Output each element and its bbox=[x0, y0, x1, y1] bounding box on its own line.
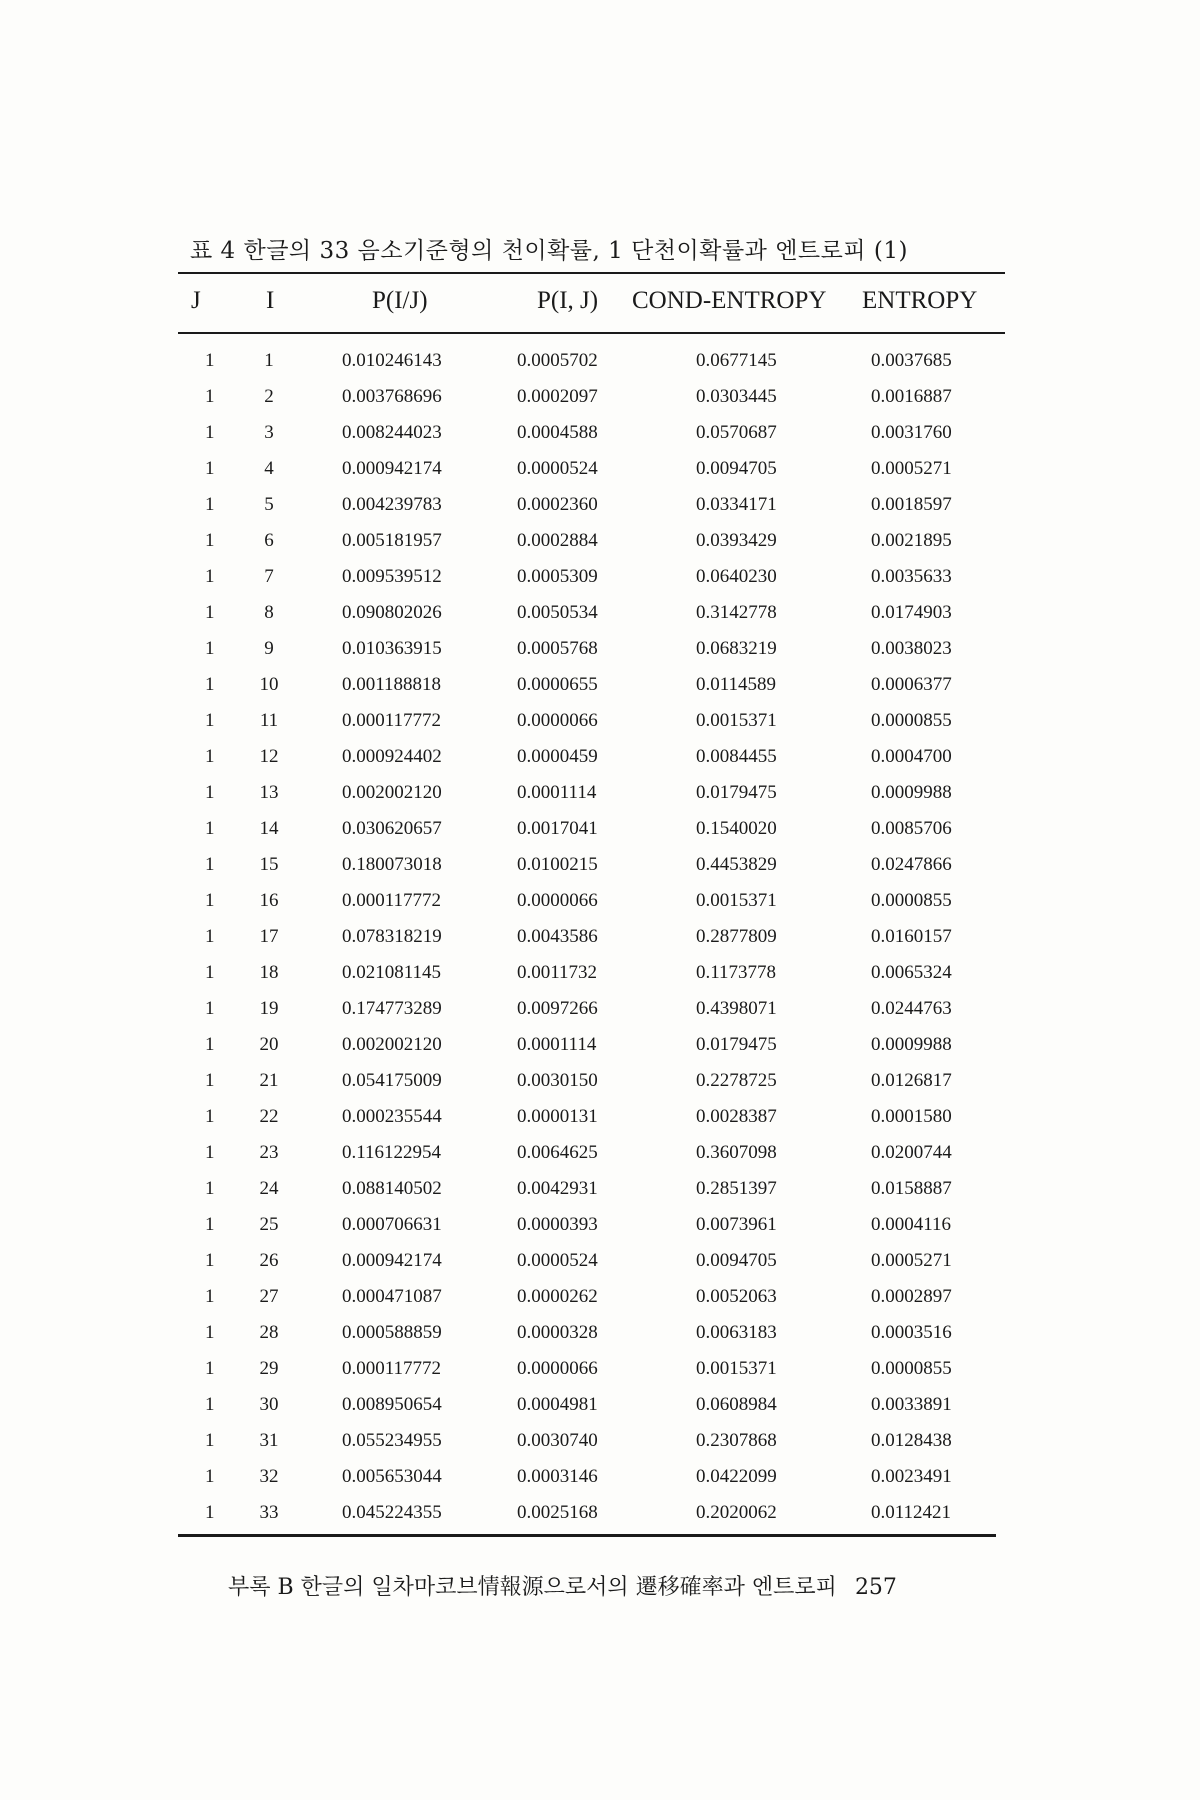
cell-entropy: 0.0244763 bbox=[871, 998, 952, 1019]
table-row bbox=[178, 1135, 1005, 1171]
cell-cond-entropy: 0.0422099 bbox=[696, 1466, 777, 1487]
header-p-ij: P(I, J) bbox=[537, 287, 599, 314]
cell-p-i-given-j: 0.000942174 bbox=[342, 458, 442, 479]
cell-cond-entropy: 0.2020062 bbox=[696, 1502, 777, 1523]
table-row bbox=[178, 1243, 1005, 1279]
table-top-rule bbox=[178, 272, 1005, 274]
cell-i: 3 bbox=[264, 422, 274, 443]
cell-p-i-given-j: 0.030620657 bbox=[342, 818, 442, 839]
cell-cond-entropy: 0.0063183 bbox=[696, 1322, 777, 1343]
cell-p-ij: 0.0025168 bbox=[517, 1502, 598, 1523]
cell-p-i-given-j: 0.180073018 bbox=[342, 854, 442, 875]
cell-j: 1 bbox=[205, 818, 215, 839]
cell-i: 15 bbox=[259, 854, 279, 875]
cell-entropy: 0.0003516 bbox=[871, 1322, 952, 1343]
cell-p-i-given-j: 0.054175009 bbox=[342, 1070, 442, 1091]
cell-j: 1 bbox=[205, 710, 215, 731]
table-row bbox=[178, 1459, 1005, 1495]
cell-j: 1 bbox=[205, 494, 215, 515]
cell-p-i-given-j: 0.174773289 bbox=[342, 998, 442, 1019]
cell-p-i-given-j: 0.000235544 bbox=[342, 1106, 442, 1127]
cell-cond-entropy: 0.0608984 bbox=[696, 1394, 777, 1415]
page-number: 257 bbox=[854, 1575, 897, 1600]
table-row bbox=[178, 1027, 1005, 1063]
cell-j: 1 bbox=[205, 1502, 215, 1523]
cell-i: 30 bbox=[259, 1394, 279, 1415]
table-row bbox=[178, 1423, 1005, 1459]
cell-p-i-given-j: 0.009539512 bbox=[342, 566, 442, 587]
cell-i: 29 bbox=[259, 1358, 279, 1379]
header-entropy: ENTROPY bbox=[862, 287, 978, 314]
cell-p-i-given-j: 0.078318219 bbox=[342, 926, 442, 947]
cell-j: 1 bbox=[205, 1430, 215, 1451]
cell-p-ij: 0.0001114 bbox=[517, 782, 597, 803]
cell-cond-entropy: 0.0114589 bbox=[696, 674, 777, 695]
table-row bbox=[178, 487, 1005, 523]
cell-p-ij: 0.0030740 bbox=[517, 1430, 598, 1451]
cell-entropy: 0.0009988 bbox=[871, 782, 952, 803]
cell-cond-entropy: 0.0179475 bbox=[696, 782, 777, 803]
cell-cond-entropy: 0.0677145 bbox=[696, 350, 777, 371]
cell-cond-entropy: 0.0303445 bbox=[696, 386, 777, 407]
cell-p-i-given-j: 0.000117772 bbox=[342, 890, 442, 911]
table-row bbox=[178, 1495, 1005, 1531]
cell-cond-entropy: 0.0683219 bbox=[696, 638, 777, 659]
cell-p-i-given-j: 0.002002120 bbox=[342, 1034, 442, 1055]
cell-entropy: 0.0018597 bbox=[871, 494, 952, 515]
cell-j: 1 bbox=[205, 1214, 215, 1235]
cell-i: 4 bbox=[264, 458, 274, 479]
cell-p-i-given-j: 0.021081145 bbox=[342, 962, 442, 983]
cell-cond-entropy: 0.1540020 bbox=[696, 818, 777, 839]
table-row bbox=[178, 1351, 1005, 1387]
cell-i: 28 bbox=[259, 1322, 279, 1343]
header-rule bbox=[178, 332, 1005, 334]
cell-p-ij: 0.0000066 bbox=[517, 710, 598, 731]
cell-p-ij: 0.0000328 bbox=[517, 1322, 598, 1343]
cell-entropy: 0.0085706 bbox=[871, 818, 952, 839]
cell-p-ij: 0.0004588 bbox=[517, 422, 598, 443]
cell-p-i-given-j: 0.004239783 bbox=[342, 494, 442, 515]
cell-j: 1 bbox=[205, 1286, 215, 1307]
cell-p-ij: 0.0005768 bbox=[517, 638, 598, 659]
cell-i: 32 bbox=[259, 1466, 279, 1487]
cell-j: 1 bbox=[205, 530, 215, 551]
table-row bbox=[178, 1279, 1005, 1315]
cell-i: 23 bbox=[259, 1142, 279, 1163]
cell-cond-entropy: 0.4398071 bbox=[696, 998, 777, 1019]
cell-cond-entropy: 0.0015371 bbox=[696, 710, 777, 731]
cell-p-ij: 0.0005702 bbox=[517, 350, 598, 371]
cell-p-i-given-j: 0.045224355 bbox=[342, 1502, 442, 1523]
cell-i: 8 bbox=[264, 602, 274, 623]
cell-cond-entropy: 0.2278725 bbox=[696, 1070, 777, 1091]
cell-p-ij: 0.0097266 bbox=[517, 998, 598, 1019]
cell-p-ij: 0.0011732 bbox=[517, 962, 598, 983]
header-i: I bbox=[266, 287, 275, 314]
cell-entropy: 0.0004700 bbox=[871, 746, 952, 767]
cell-p-i-given-j: 0.000117772 bbox=[342, 1358, 442, 1379]
cell-i: 25 bbox=[259, 1214, 279, 1235]
table-row bbox=[178, 559, 1005, 595]
table-row bbox=[178, 1207, 1005, 1243]
cell-j: 1 bbox=[205, 1106, 215, 1127]
cell-p-ij: 0.0000524 bbox=[517, 1250, 598, 1271]
cell-i: 2 bbox=[264, 386, 274, 407]
cell-j: 1 bbox=[205, 422, 215, 443]
cell-i: 6 bbox=[264, 530, 274, 551]
cell-p-i-given-j: 0.000471087 bbox=[342, 1286, 442, 1307]
cell-cond-entropy: 0.3142778 bbox=[696, 602, 777, 623]
cell-i: 22 bbox=[259, 1106, 279, 1127]
cell-i: 14 bbox=[259, 818, 279, 839]
cell-cond-entropy: 0.0570687 bbox=[696, 422, 777, 443]
table-row bbox=[178, 1171, 1005, 1207]
header-cond-entropy: COND-ENTROPY bbox=[632, 287, 827, 314]
table-row bbox=[178, 1315, 1005, 1351]
cell-p-ij: 0.0064625 bbox=[517, 1142, 598, 1163]
cell-j: 1 bbox=[205, 458, 215, 479]
cell-entropy: 0.0065324 bbox=[871, 962, 952, 983]
cell-cond-entropy: 0.0052063 bbox=[696, 1286, 777, 1307]
cell-p-i-given-j: 0.000706631 bbox=[342, 1214, 442, 1235]
cell-i: 31 bbox=[259, 1430, 279, 1451]
cell-j: 1 bbox=[205, 782, 215, 803]
cell-j: 1 bbox=[205, 1070, 215, 1091]
cell-entropy: 0.0158887 bbox=[871, 1178, 952, 1199]
cell-cond-entropy: 0.1173778 bbox=[696, 962, 777, 983]
cell-j: 1 bbox=[205, 1178, 215, 1199]
cell-j: 1 bbox=[205, 1394, 215, 1415]
cell-j: 1 bbox=[205, 854, 215, 875]
cell-p-ij: 0.0000066 bbox=[517, 1358, 598, 1379]
table-row bbox=[178, 847, 1005, 883]
cell-p-ij: 0.0030150 bbox=[517, 1070, 598, 1091]
cell-entropy: 0.0200744 bbox=[871, 1142, 952, 1163]
cell-cond-entropy: 0.2307868 bbox=[696, 1430, 777, 1451]
table-body bbox=[178, 343, 1005, 1531]
cell-i: 27 bbox=[259, 1286, 279, 1307]
cell-entropy: 0.0000855 bbox=[871, 710, 952, 731]
cell-i: 33 bbox=[259, 1502, 279, 1523]
cell-p-i-given-j: 0.008950654 bbox=[342, 1394, 442, 1415]
cell-entropy: 0.0023491 bbox=[871, 1466, 952, 1487]
cell-i: 10 bbox=[259, 674, 279, 695]
cell-j: 1 bbox=[205, 1250, 215, 1271]
header-j: J bbox=[191, 287, 201, 314]
cell-entropy: 0.0002897 bbox=[871, 1286, 952, 1307]
cell-p-i-given-j: 0.000117772 bbox=[342, 710, 442, 731]
cell-entropy: 0.0247866 bbox=[871, 854, 952, 875]
cell-p-i-given-j: 0.000942174 bbox=[342, 1250, 442, 1271]
cell-p-ij: 0.0100215 bbox=[517, 854, 598, 875]
cell-j: 1 bbox=[205, 674, 215, 695]
table-row bbox=[178, 667, 1005, 703]
cell-i: 18 bbox=[259, 962, 279, 983]
cell-cond-entropy: 0.3607098 bbox=[696, 1142, 777, 1163]
table-row bbox=[178, 955, 1005, 991]
cell-entropy: 0.0000855 bbox=[871, 1358, 952, 1379]
cell-p-i-given-j: 0.000924402 bbox=[342, 746, 442, 767]
table-row bbox=[178, 379, 1005, 415]
cell-p-ij: 0.0000393 bbox=[517, 1214, 598, 1235]
cell-p-i-given-j: 0.000588859 bbox=[342, 1322, 442, 1343]
cell-entropy: 0.0000855 bbox=[871, 890, 952, 911]
running-title: 부록 B 한글의 일차마코브情報源으로서의 遷移確率과 엔트로피 bbox=[228, 1575, 837, 1600]
cell-p-ij: 0.0002884 bbox=[517, 530, 598, 551]
cell-cond-entropy: 0.2851397 bbox=[696, 1178, 777, 1199]
table-row bbox=[178, 703, 1005, 739]
cell-cond-entropy: 0.0094705 bbox=[696, 458, 777, 479]
table-row bbox=[178, 523, 1005, 559]
cell-j: 1 bbox=[205, 746, 215, 767]
cell-p-ij: 0.0000655 bbox=[517, 674, 598, 695]
cell-entropy: 0.0004116 bbox=[871, 1214, 952, 1235]
cell-p-i-given-j: 0.116122954 bbox=[342, 1142, 442, 1163]
table-row bbox=[178, 775, 1005, 811]
cell-i: 11 bbox=[259, 710, 279, 731]
cell-entropy: 0.0160157 bbox=[871, 926, 952, 947]
cell-p-i-given-j: 0.008244023 bbox=[342, 422, 442, 443]
table-row bbox=[178, 1063, 1005, 1099]
cell-j: 1 bbox=[205, 998, 215, 1019]
cell-i: 24 bbox=[259, 1178, 279, 1199]
cell-cond-entropy: 0.4453829 bbox=[696, 854, 777, 875]
cell-p-i-given-j: 0.010363915 bbox=[342, 638, 442, 659]
cell-p-ij: 0.0000459 bbox=[517, 746, 598, 767]
cell-entropy: 0.0112421 bbox=[871, 1502, 952, 1523]
table-row bbox=[178, 415, 1005, 451]
cell-p-ij: 0.0001114 bbox=[517, 1034, 597, 1055]
cell-i: 5 bbox=[264, 494, 274, 515]
cell-cond-entropy: 0.0094705 bbox=[696, 1250, 777, 1271]
cell-entropy: 0.0005271 bbox=[871, 1250, 952, 1271]
table-row bbox=[178, 631, 1005, 667]
cell-p-i-given-j: 0.055234955 bbox=[342, 1430, 442, 1451]
cell-p-ij: 0.0003146 bbox=[517, 1466, 598, 1487]
cell-entropy: 0.0174903 bbox=[871, 602, 952, 623]
cell-j: 1 bbox=[205, 350, 215, 371]
cell-p-i-given-j: 0.005653044 bbox=[342, 1466, 442, 1487]
table-row bbox=[178, 1099, 1005, 1135]
cell-p-i-given-j: 0.001188818 bbox=[342, 674, 442, 695]
table-row bbox=[178, 991, 1005, 1027]
cell-p-i-given-j: 0.010246143 bbox=[342, 350, 442, 371]
table-caption: 표 4 한글의 33 음소기준형의 천이확률, 1 단천이확률과 엔트로피 (1) bbox=[190, 238, 908, 264]
cell-i: 7 bbox=[264, 566, 274, 587]
cell-cond-entropy: 0.0073961 bbox=[696, 1214, 777, 1235]
table-row bbox=[178, 451, 1005, 487]
cell-i: 12 bbox=[259, 746, 279, 767]
cell-entropy: 0.0016887 bbox=[871, 386, 952, 407]
cell-cond-entropy: 0.0028387 bbox=[696, 1106, 777, 1127]
cell-i: 1 bbox=[264, 350, 274, 371]
cell-i: 13 bbox=[259, 782, 279, 803]
table-row bbox=[178, 739, 1005, 775]
cell-p-ij: 0.0000524 bbox=[517, 458, 598, 479]
cell-p-ij: 0.0017041 bbox=[517, 818, 598, 839]
cell-p-ij: 0.0042931 bbox=[517, 1178, 598, 1199]
cell-j: 1 bbox=[205, 566, 215, 587]
cell-entropy: 0.0001580 bbox=[871, 1106, 952, 1127]
cell-p-ij: 0.0004981 bbox=[517, 1394, 598, 1415]
cell-j: 1 bbox=[205, 1034, 215, 1055]
cell-p-i-given-j: 0.003768696 bbox=[342, 386, 442, 407]
cell-entropy: 0.0035633 bbox=[871, 566, 952, 587]
cell-cond-entropy: 0.0640230 bbox=[696, 566, 777, 587]
cell-j: 1 bbox=[205, 386, 215, 407]
cell-entropy: 0.0031760 bbox=[871, 422, 952, 443]
cell-cond-entropy: 0.0015371 bbox=[696, 1358, 777, 1379]
cell-i: 16 bbox=[259, 890, 279, 911]
cell-p-ij: 0.0050534 bbox=[517, 602, 598, 623]
cell-j: 1 bbox=[205, 1142, 215, 1163]
page-footer bbox=[228, 1570, 897, 1601]
cell-i: 9 bbox=[264, 638, 274, 659]
cell-j: 1 bbox=[205, 1466, 215, 1487]
cell-j: 1 bbox=[205, 926, 215, 947]
cell-i: 20 bbox=[259, 1034, 279, 1055]
table-row bbox=[178, 811, 1005, 847]
cell-p-i-given-j: 0.090802026 bbox=[342, 602, 442, 623]
header-p-i-given-j: P(I/J) bbox=[372, 287, 428, 314]
cell-p-ij: 0.0002360 bbox=[517, 494, 598, 515]
cell-cond-entropy: 0.0084455 bbox=[696, 746, 777, 767]
cell-j: 1 bbox=[205, 602, 215, 623]
cell-p-ij: 0.0043586 bbox=[517, 926, 598, 947]
table-row bbox=[178, 343, 1005, 379]
cell-entropy: 0.0126817 bbox=[871, 1070, 952, 1091]
table-row bbox=[178, 883, 1005, 919]
cell-cond-entropy: 0.0334171 bbox=[696, 494, 777, 515]
cell-i: 19 bbox=[259, 998, 279, 1019]
table-bottom-rule bbox=[178, 1534, 996, 1537]
cell-p-ij: 0.0000066 bbox=[517, 890, 598, 911]
cell-p-ij: 0.0002097 bbox=[517, 386, 598, 407]
cell-entropy: 0.0033891 bbox=[871, 1394, 952, 1415]
cell-j: 1 bbox=[205, 890, 215, 911]
cell-p-ij: 0.0000131 bbox=[517, 1106, 598, 1127]
cell-cond-entropy: 0.0015371 bbox=[696, 890, 777, 911]
cell-i: 26 bbox=[259, 1250, 279, 1271]
cell-entropy: 0.0009988 bbox=[871, 1034, 952, 1055]
cell-i: 17 bbox=[259, 926, 279, 947]
cell-j: 1 bbox=[205, 962, 215, 983]
cell-entropy: 0.0021895 bbox=[871, 530, 952, 551]
cell-entropy: 0.0005271 bbox=[871, 458, 952, 479]
cell-entropy: 0.0128438 bbox=[871, 1430, 952, 1451]
table-row bbox=[178, 1387, 1005, 1423]
cell-cond-entropy: 0.2877809 bbox=[696, 926, 777, 947]
cell-p-ij: 0.0005309 bbox=[517, 566, 598, 587]
cell-p-i-given-j: 0.005181957 bbox=[342, 530, 442, 551]
cell-i: 21 bbox=[259, 1070, 279, 1091]
table-row bbox=[178, 919, 1005, 955]
cell-p-ij: 0.0000262 bbox=[517, 1286, 598, 1307]
cell-p-i-given-j: 0.002002120 bbox=[342, 782, 442, 803]
cell-cond-entropy: 0.0179475 bbox=[696, 1034, 777, 1055]
cell-entropy: 0.0006377 bbox=[871, 674, 952, 695]
cell-entropy: 0.0038023 bbox=[871, 638, 952, 659]
cell-entropy: 0.0037685 bbox=[871, 350, 952, 371]
cell-j: 1 bbox=[205, 638, 215, 659]
cell-p-i-given-j: 0.088140502 bbox=[342, 1178, 442, 1199]
cell-cond-entropy: 0.0393429 bbox=[696, 530, 777, 551]
cell-j: 1 bbox=[205, 1358, 215, 1379]
cell-j: 1 bbox=[205, 1322, 215, 1343]
table-row bbox=[178, 595, 1005, 631]
